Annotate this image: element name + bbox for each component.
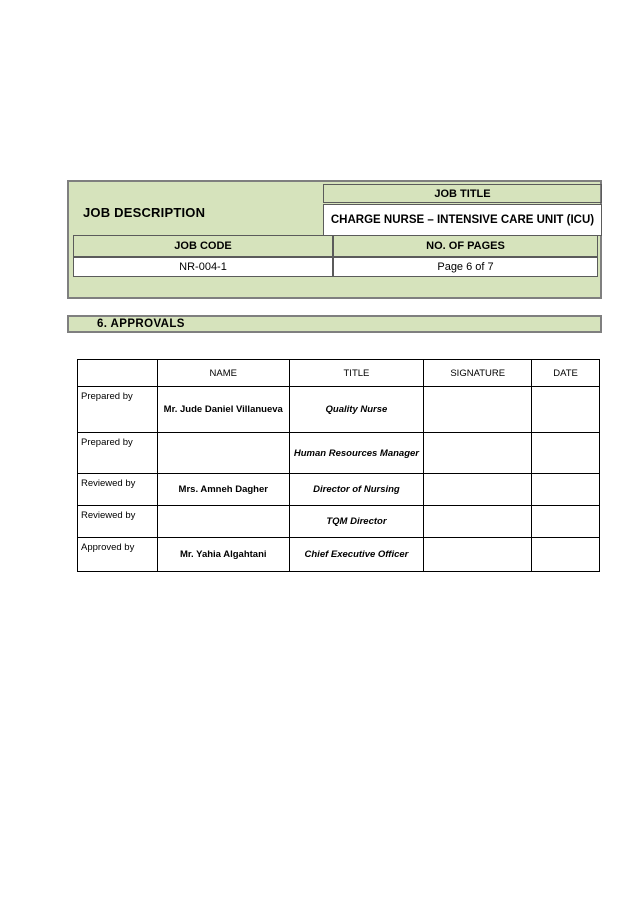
- date-cell: [532, 538, 600, 572]
- title-cell: Human Resources Manager: [289, 433, 424, 474]
- role-cell: Reviewed by: [78, 506, 158, 538]
- name-cell: [157, 433, 289, 474]
- column-header-signature: SIGNATURE: [424, 360, 532, 387]
- role-cell: Reviewed by: [78, 474, 158, 506]
- table-row: [78, 506, 600, 538]
- title-cell: Director of Nursing: [289, 474, 424, 506]
- name-cell: [157, 506, 289, 538]
- table-row: [78, 474, 600, 506]
- table-row: [78, 538, 600, 572]
- column-header-title: TITLE: [289, 360, 424, 387]
- no-of-pages-label: NO. OF PAGES: [333, 235, 598, 257]
- signature-cell: [424, 538, 532, 572]
- date-cell: [532, 433, 600, 474]
- title-cell: Quality Nurse: [289, 387, 424, 433]
- column-header-role: [78, 360, 158, 387]
- name-cell: Mrs. Amneh Dagher: [157, 474, 289, 506]
- approvals-table: [77, 359, 600, 572]
- job-title-label: JOB TITLE: [323, 184, 602, 203]
- job-title-value: CHARGE NURSE – INTENSIVE CARE UNIT (ICU): [323, 204, 602, 236]
- role-cell: Approved by: [78, 538, 158, 572]
- title-cell: TQM Director: [289, 506, 424, 538]
- section-title-approvals: 6. APPROVALS: [67, 315, 602, 333]
- title-cell: Chief Executive Officer: [289, 538, 424, 572]
- column-header-name: NAME: [157, 360, 289, 387]
- signature-cell: [424, 506, 532, 538]
- signature-cell: [424, 433, 532, 474]
- name-cell: Mr. Yahia Algahtani: [157, 538, 289, 572]
- name-cell: Mr. Jude Daniel Villanueva: [157, 387, 289, 433]
- column-header-date: DATE: [532, 360, 600, 387]
- date-cell: [532, 474, 600, 506]
- job-header-box: [67, 180, 602, 299]
- no-of-pages-value: Page 6 of 7: [333, 257, 598, 277]
- role-cell: Prepared by: [78, 433, 158, 474]
- job-description-label: JOB DESCRIPTION: [83, 204, 206, 220]
- table-row: [78, 433, 600, 474]
- signature-cell: [424, 474, 532, 506]
- table-header-row: [78, 360, 600, 387]
- job-code-label: JOB CODE: [73, 235, 333, 257]
- signature-cell: [424, 387, 532, 433]
- date-cell: [532, 506, 600, 538]
- date-cell: [532, 387, 600, 433]
- job-code-value: NR-004-1: [73, 257, 333, 277]
- role-cell: Prepared by: [78, 387, 158, 433]
- table-row: [78, 387, 600, 433]
